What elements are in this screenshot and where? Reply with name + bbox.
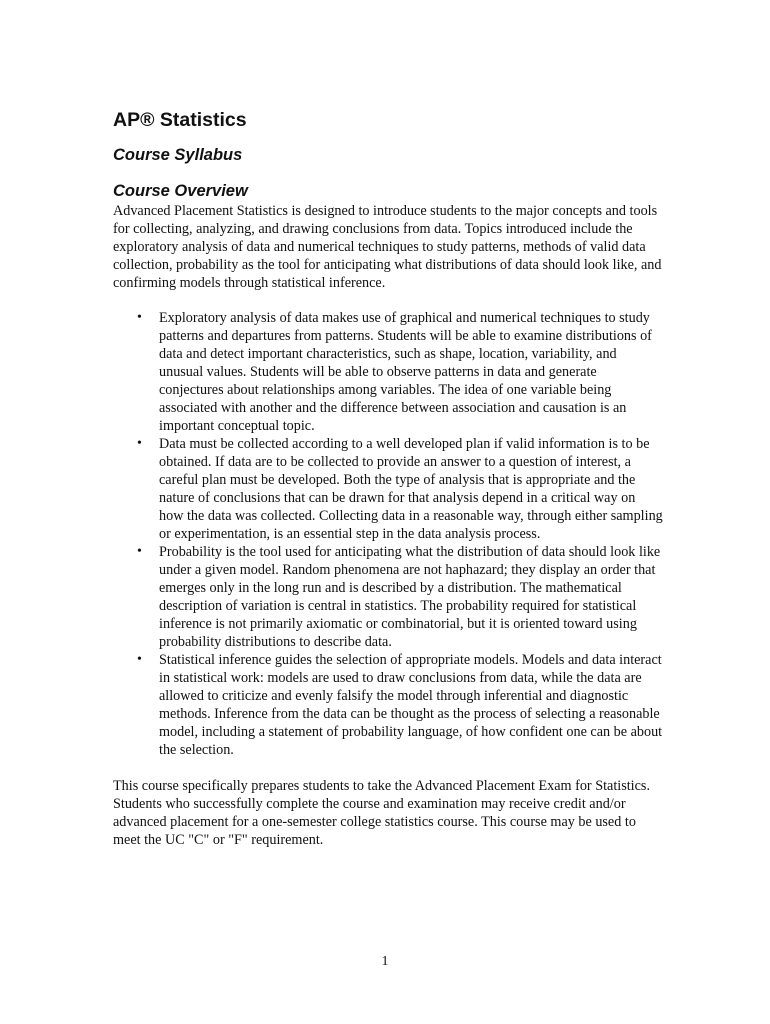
section-heading: Course Overview: [113, 182, 248, 200]
intro-paragraph: Advanced Placement Statistics is designed to introduce students to the major concepts and tools for collecting, analyzing, and drawing conclusions from data. Topics introduced include the exploratory analysis of data and numerical techniques to study patterns, methods of valid data collection, probability as the tool for anticipating what distributions of data should look like, and confirming models through statistical inference.: [113, 203, 662, 291]
bullet-icon: •: [137, 652, 142, 667]
list-item-text: Data must be collected according to a well developed plan if valid information is to be obtained. If data are to be collected to provide an answer to a question of interest, a careful plan must be developed. Both the type of analysis that is appropriate and the nature of conclusions that can be drawn for that analysis depend in a critical way on how the data was collected. Collecting data in a reasonable way, through either sampling or experimentation, is an essential step in the data analysis process.: [159, 436, 663, 542]
list-item-text: Statistical inference guides the selection of appropriate models. Models and data interact in statistical work: models are used to draw conclusions from data, while the data are allowed to criticize and evenly falsify the model through inferential and diagnostic methods. Inference from the data can be thought as the process of selecting a reasonable model, including a statement of probability language, of how confident one can be about the selection.: [159, 652, 663, 758]
document-subtitle: Course Syllabus: [113, 146, 243, 164]
list-item: [113, 435, 663, 543]
list-item-text: Probability is the tool used for anticipating what the distribution of data should look like under a given model. Random phenomena are not haphazard; they display an order that emerges only in the long run and is described by a distribution. The mathematical description of variation is central in statistics. The probability required for statistical inference is not primarily axiomatic or combinatorial, but it is oriented toward using probability distributions to describe data.: [159, 544, 661, 650]
document-title: AP® Statistics: [113, 109, 247, 131]
bullet-icon: •: [137, 544, 142, 559]
page-number: 1: [381, 954, 389, 969]
bullet-icon: •: [137, 436, 142, 451]
list-item: [113, 543, 663, 651]
list-item: [113, 309, 663, 435]
bullet-icon: •: [137, 310, 142, 325]
topics-list: [113, 309, 663, 759]
list-item-text: Exploratory analysis of data makes use of graphical and numerical techniques to study patterns and departures from patterns. Students will be able to examine distributions of data and detect important characteristics, such as shape, location, variability, and unusual values. Students will be able to observe patterns in data and generate conjectures about relationships among variables. The idea of one variable being associated with another and the difference between association and causation is an important conceptual topic.: [159, 310, 652, 434]
page-content: [113, 106, 663, 849]
closing-paragraph: This course specifically prepares students to take the Advanced Placement Exam for Statistics. Students who successfully complete the course and examination may receive credit and/or advanced placement for a one-semester college statistics course. This course may be used to meet the UC "C" or "F" requirement.: [113, 778, 650, 848]
list-item: [113, 651, 663, 759]
